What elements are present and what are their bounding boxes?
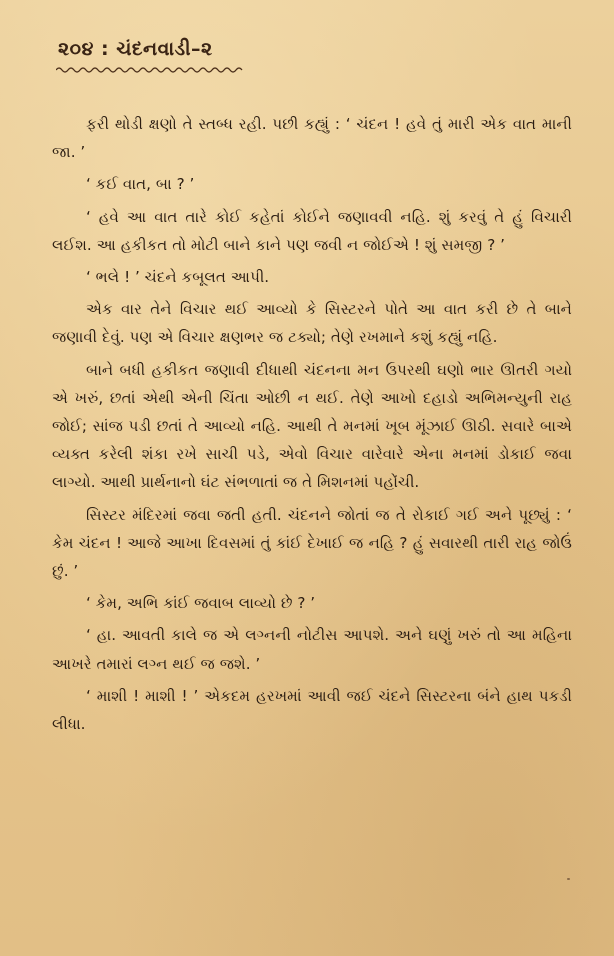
paragraph: ‘ માશી ! માશી ! ’ એકદમ હરખમાં આવી જઈ ચંદને સિસ્ટરના બંને હાથ પકડી લીધા. [52, 686, 572, 734]
paragraph: ‘ ભલે ! ’ ચંદને કબૂલત આપી. [86, 268, 270, 287]
running-head: ૨૦૪ : ચંદનવાડી–૨ [58, 38, 213, 60]
wavy-underline-ornament [56, 66, 246, 74]
paragraph: ‘ કેમ, અભિ કાંઈ જવાબ લાવ્યો છે ? ’ [86, 594, 316, 613]
paragraph: ‘ કઈ વાત, બા ? ’ [86, 175, 195, 194]
paragraph: ‘ હવે આ વાત તારે કોઈ કહેતાં કોઈને જણાવવી નહિ. શું કરવું તે હું વિચારી લઈશ. આ હકીકત તો મોટી બાને કાને પણ જવી ન જોઈએ ! શું સમજી ? ’ [52, 207, 572, 254]
paper-speck [567, 878, 570, 880]
paragraph: ફરી થોડી ક્ષણો તે સ્તબ્ધ રહી. પછી કહ્યું : ‘ ચંદન ! હવે તું મારી એક વાત માની જા. ’ [52, 115, 572, 162]
paragraph: સિસ્ટર મંદિરમાં જવા જતી હતી. ચંદનને જોતાં જ તે રોકાઈ ગઈ અને પૂછ્યું : ‘ કેમ ચંદન ! આજે આખા દિવસમાં તું કાંઈ દેખાઈ જ નહિ ? હું સવારથી તારી રાહ જોઉં છું. ’ [52, 505, 572, 581]
paragraph: ‘ હા. આવતી કાલે જ એ લગ્નની નોટીસ આપશે. અને ઘણું ખરું તો આ મહિના આખરે તમારાં લગ્ન થઈ જ જશે. ’ [52, 626, 572, 673]
body-text [52, 110, 572, 742]
paragraph: બાને બધી હકીકત જણાવી દીધાથી ચંદનના મન ઉપરથી ઘણો ભાર ઊતરી ગયો એ ખરું, છતાં એથી એની ચિંતા ઓછી ન થઈ. તેણે આખો દહાડો અભિમન્યુની રાહ જોઈ; સાંજ પડી છતાં તે આવ્યો નહિ. આથી તે મનમાં ખૂબ મૂંઝાઈ ઊઠી. સવારે બાએ વ્યક્ત કરેલી શંકા રખે સાચી પડે, એવો વિચાર વારેવારે એના મનમાં ડોકાઈ જવા લાગ્યો. આથી પ્રાર્થનાનો ઘંટ સંભળાતાં જ તે મિશનમાં પહોંચી. [52, 360, 572, 492]
paragraph: એક વાર તેને વિચાર થઈ આવ્યો કે સિસ્ટરને પોતે આ વાત કરી છે તે બાને જણાવી દેવું. પણ એ વિચાર ક્ષણભર જ ટક્યો; તેણે રખમાને કશું કહ્યું નહિ. [52, 300, 572, 347]
